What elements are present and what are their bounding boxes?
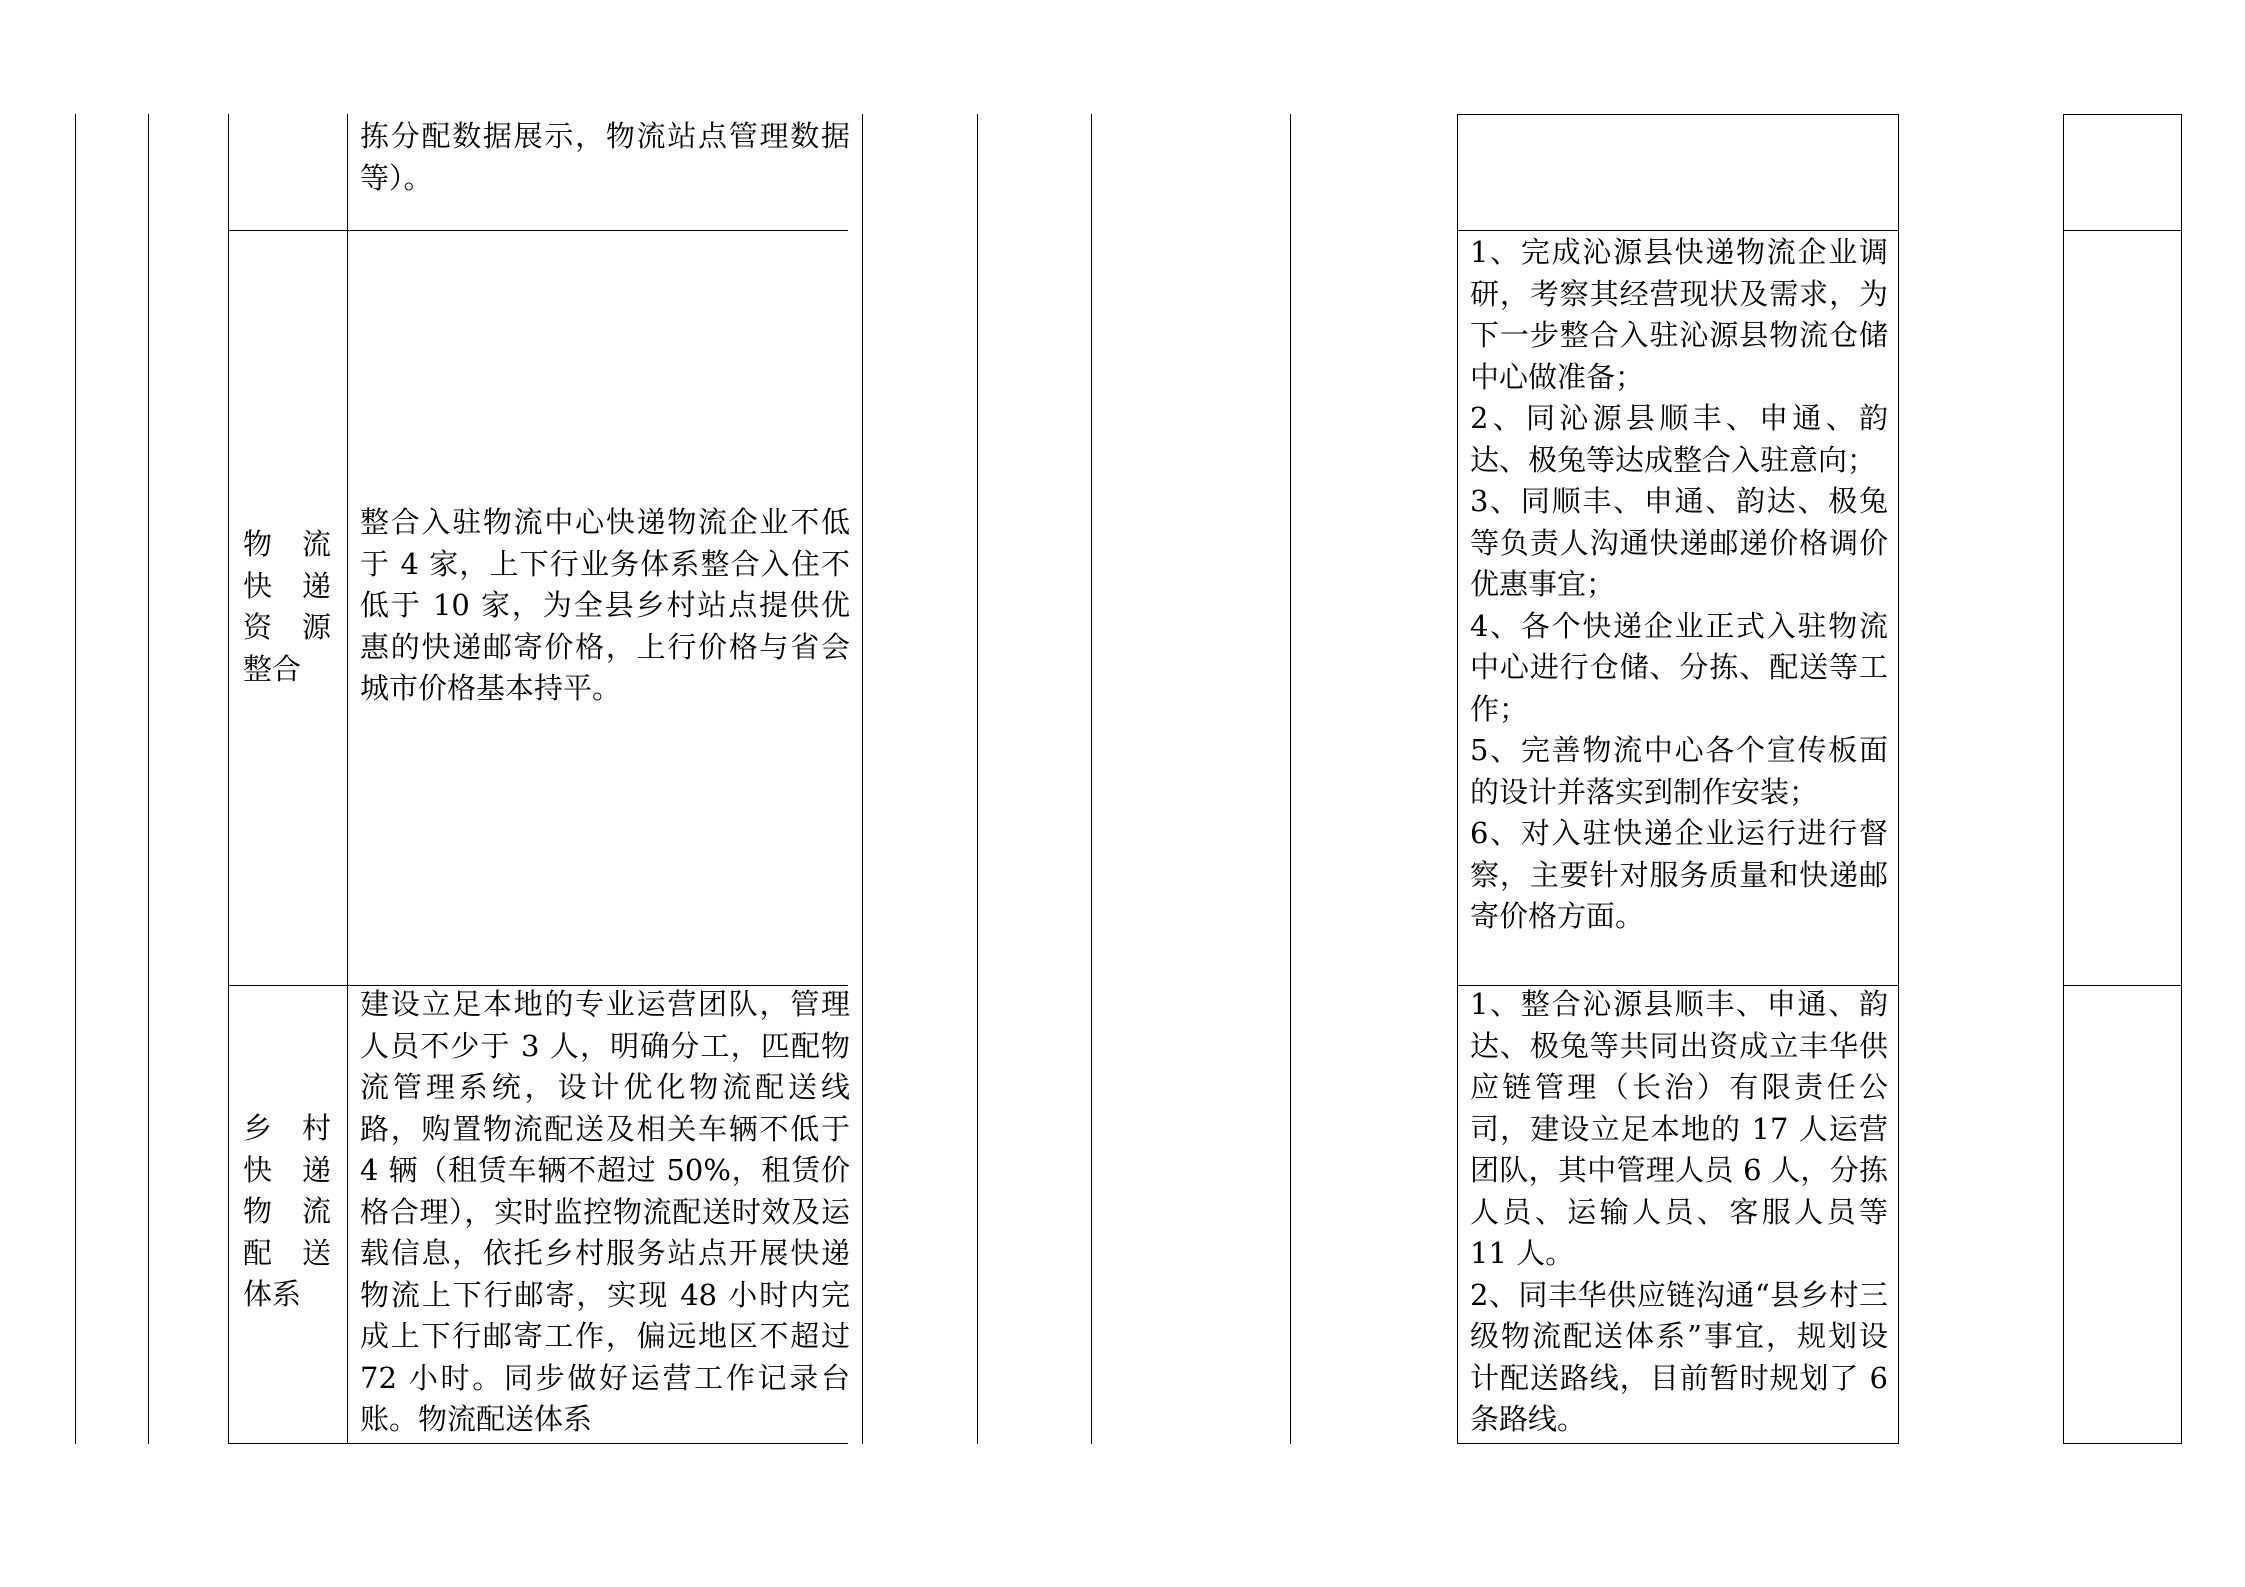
progress-cell <box>1470 232 1888 938</box>
progress-item: 1、整合沁源县顺丰、申通、韵达、极兔等共同出资成立丰华供应链管理（长治）有限责任公司，建设立足本地的 17 人运营团队，其中管理人员 6 人，分拣人员、运输人员、客服人员等 11 人。 <box>1470 987 1888 1270</box>
requirement-cell <box>360 116 850 199</box>
table-column-divider <box>977 114 978 1444</box>
requirement-text: 拣分配数据展示，物流站点管理数据等）。 <box>360 119 850 195</box>
progress-item: 4、各个快递企业正式入驻物流中心进行仓储、分拣、配送等工作； <box>1470 608 1888 726</box>
table-column-divider <box>1457 114 1458 1444</box>
category-cell <box>243 524 331 690</box>
table-right-border <box>2181 114 2182 1444</box>
table-column-divider <box>148 114 149 1444</box>
table-left-border <box>75 114 76 1444</box>
progress-item: 2、同丰华供应链沟通“县乡村三级物流配送体系”事宜，规划设计配送路线，目前暂时规划了 6 条路线。 <box>1470 1277 1888 1436</box>
table-bottom-border <box>228 1443 848 1444</box>
row-divider <box>1457 114 1898 115</box>
requirement-cell <box>360 984 850 1441</box>
row-divider <box>228 230 848 231</box>
progress-item: 3、同顺丰、申通、韵达、极兔等负责人沟通快递邮递价格调价优惠事宜； <box>1470 484 1888 601</box>
category-line: 整合 <box>243 651 302 686</box>
table-column-divider <box>1091 114 1092 1444</box>
table-column-divider <box>1898 114 1899 1444</box>
table-column-divider <box>2063 114 2064 1444</box>
table-column-divider <box>862 114 863 1444</box>
category-line: 物 流 <box>243 527 331 561</box>
progress-cell <box>1470 984 1888 1441</box>
requirement-text: 整合入驻物流中心快递物流企业不低于 4 家，上下行业务体系整合入住不低于 10 家，为全县乡村站点提供优惠的快递邮寄价格，上行价格与省会城市价格基本持平。 <box>360 505 850 705</box>
progress-item: 6、对入驻快递企业运行进行督察，主要针对服务质量和快递邮寄价格方面。 <box>1470 816 1888 933</box>
progress-item: 5、完善物流中心各个宣传板面的设计并落实到制作安装； <box>1470 733 1888 809</box>
category-line: 乡 村 <box>243 1111 331 1145</box>
progress-item: 1、完成沁源县快递物流企业调研，考察其经营现状及需求，为下一步整合入驻沁源县物流仓储中心做准备； <box>1470 235 1888 394</box>
category-line: 体系 <box>243 1277 302 1311</box>
table-bottom-border <box>1457 1443 1898 1444</box>
row-divider <box>1457 230 1898 231</box>
requirement-text: 建设立足本地的专业运营团队，管理人员不少于 3 人，明确分工，匹配物流管理系统，设计优化物流配送线路，购置物流配送及相关车辆不低于 4 辆（租赁车辆不超过 50%，租赁价格合理），实时监控物流配送时效及运载信息，依托乡村服务站点开展快递物流上下行邮寄，实现 48 小时内完成上下行邮寄工作，偏远地区不超过 72 小时。同步做好运营工作记录台账。物流配送体系 <box>360 987 850 1436</box>
category-line: 资 源 <box>243 610 331 644</box>
category-line: 配 送 <box>243 1235 331 1270</box>
table-column-divider <box>228 114 229 1444</box>
row-divider <box>2063 114 2181 115</box>
table-bottom-border <box>2063 1443 2181 1444</box>
progress-item: 2、同沁源县顺丰、申通、韵达、极兔等达成整合入驻意向； <box>1470 401 1888 477</box>
row-divider <box>2063 230 2181 231</box>
category-line: 快 递 <box>243 568 331 603</box>
requirement-cell <box>360 502 850 710</box>
category-line: 物 流 <box>243 1194 331 1228</box>
row-divider <box>2063 985 2181 986</box>
category-line: 快 递 <box>243 1152 331 1187</box>
category-cell <box>243 1108 331 1316</box>
table-column-divider <box>347 114 348 1444</box>
table-column-divider <box>1290 114 1291 1444</box>
